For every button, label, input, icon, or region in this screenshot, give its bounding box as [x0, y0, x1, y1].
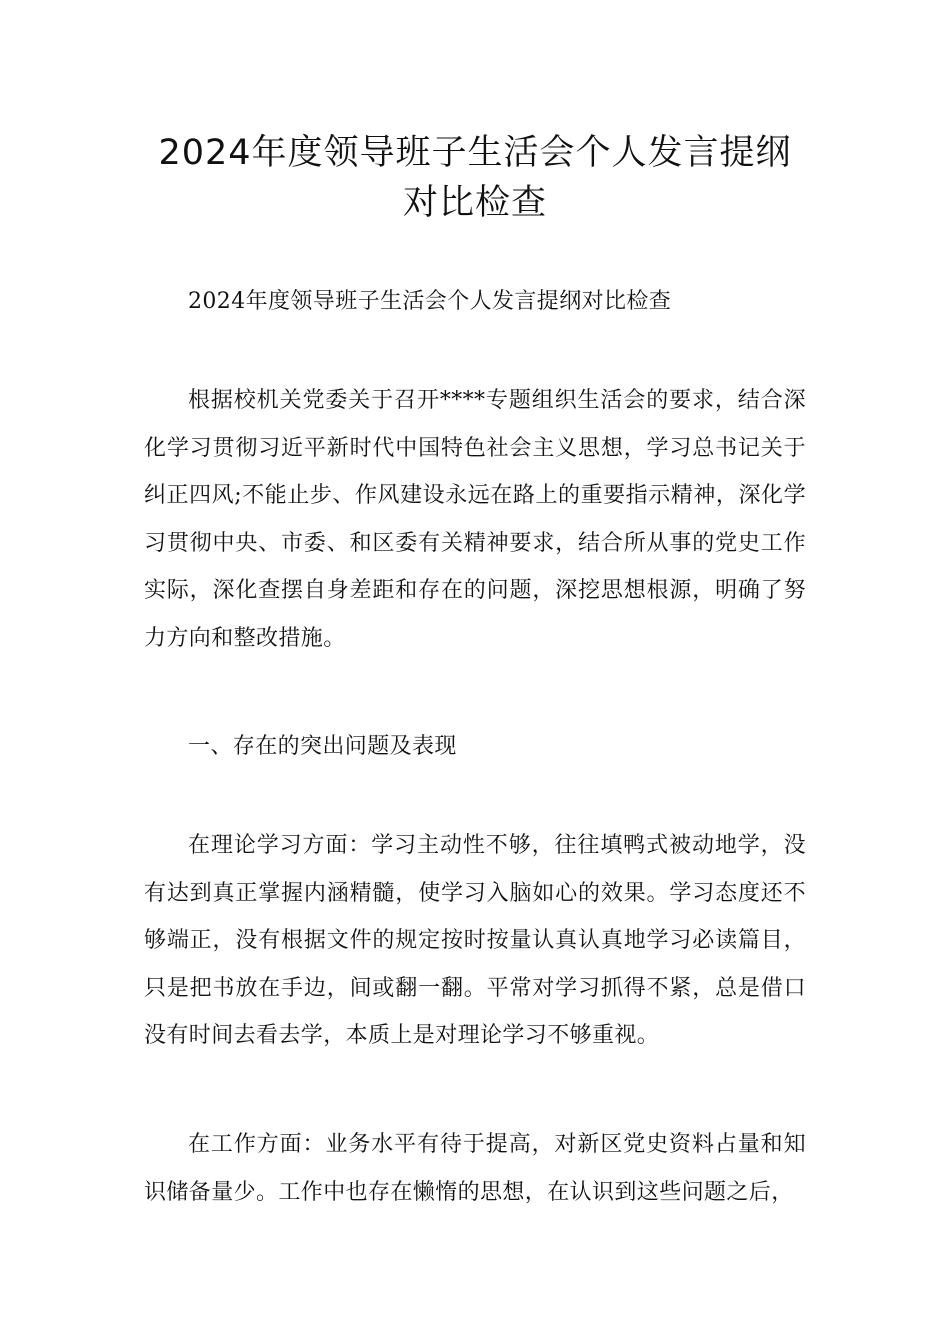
intro-paragraph: 根据校机关党委关于召开****专题组织生活会的要求，结合深化学习贯彻习近平新时代中国特色社会主义思想，学习总书记关于纠正四风;不能止步、作风建设永远在路上的重要指示精神，深化学习贯彻中央、市委、和区委有关精神要求，结合所从事的党史工作实际，深化查摆自身差距和存在的问题，深挖思想根源，明确了努力方向和整改措施。 — [144, 388, 806, 651]
title-line-2: 对比检查 — [402, 183, 547, 223]
theory-study-paragraph: 在理论学习方面：学习主动性不够，往往填鸭式被动地学，没有达到真正掌握内涵精髓，使学习入脑如心的效果。学习态度还不够端正，没有根据文件的规定按时按量认真认真地学习必读篇目，只是把书放在手边，间或翻一翻。平常对学习抓得不紧，总是借口没有时间去看去学，本质上是对理论学习不够重视。 — [144, 833, 806, 1048]
document-title — [100, 128, 850, 228]
work-paragraph: 在工作方面：业务水平有待于提高，对新区党史资料占量和知识储备量少。工作中也存在懒惰的思想，在认识到这些问题之后， — [144, 1132, 806, 1205]
section-heading: 一、存在的突出问题及表现 — [188, 734, 457, 759]
title-line-1: 2024年度领导班子生活会个人发言提纲 — [158, 133, 792, 173]
subtitle-paragraph: 2024年度领导班子生活会个人发言提纲对比检查 — [188, 289, 672, 314]
